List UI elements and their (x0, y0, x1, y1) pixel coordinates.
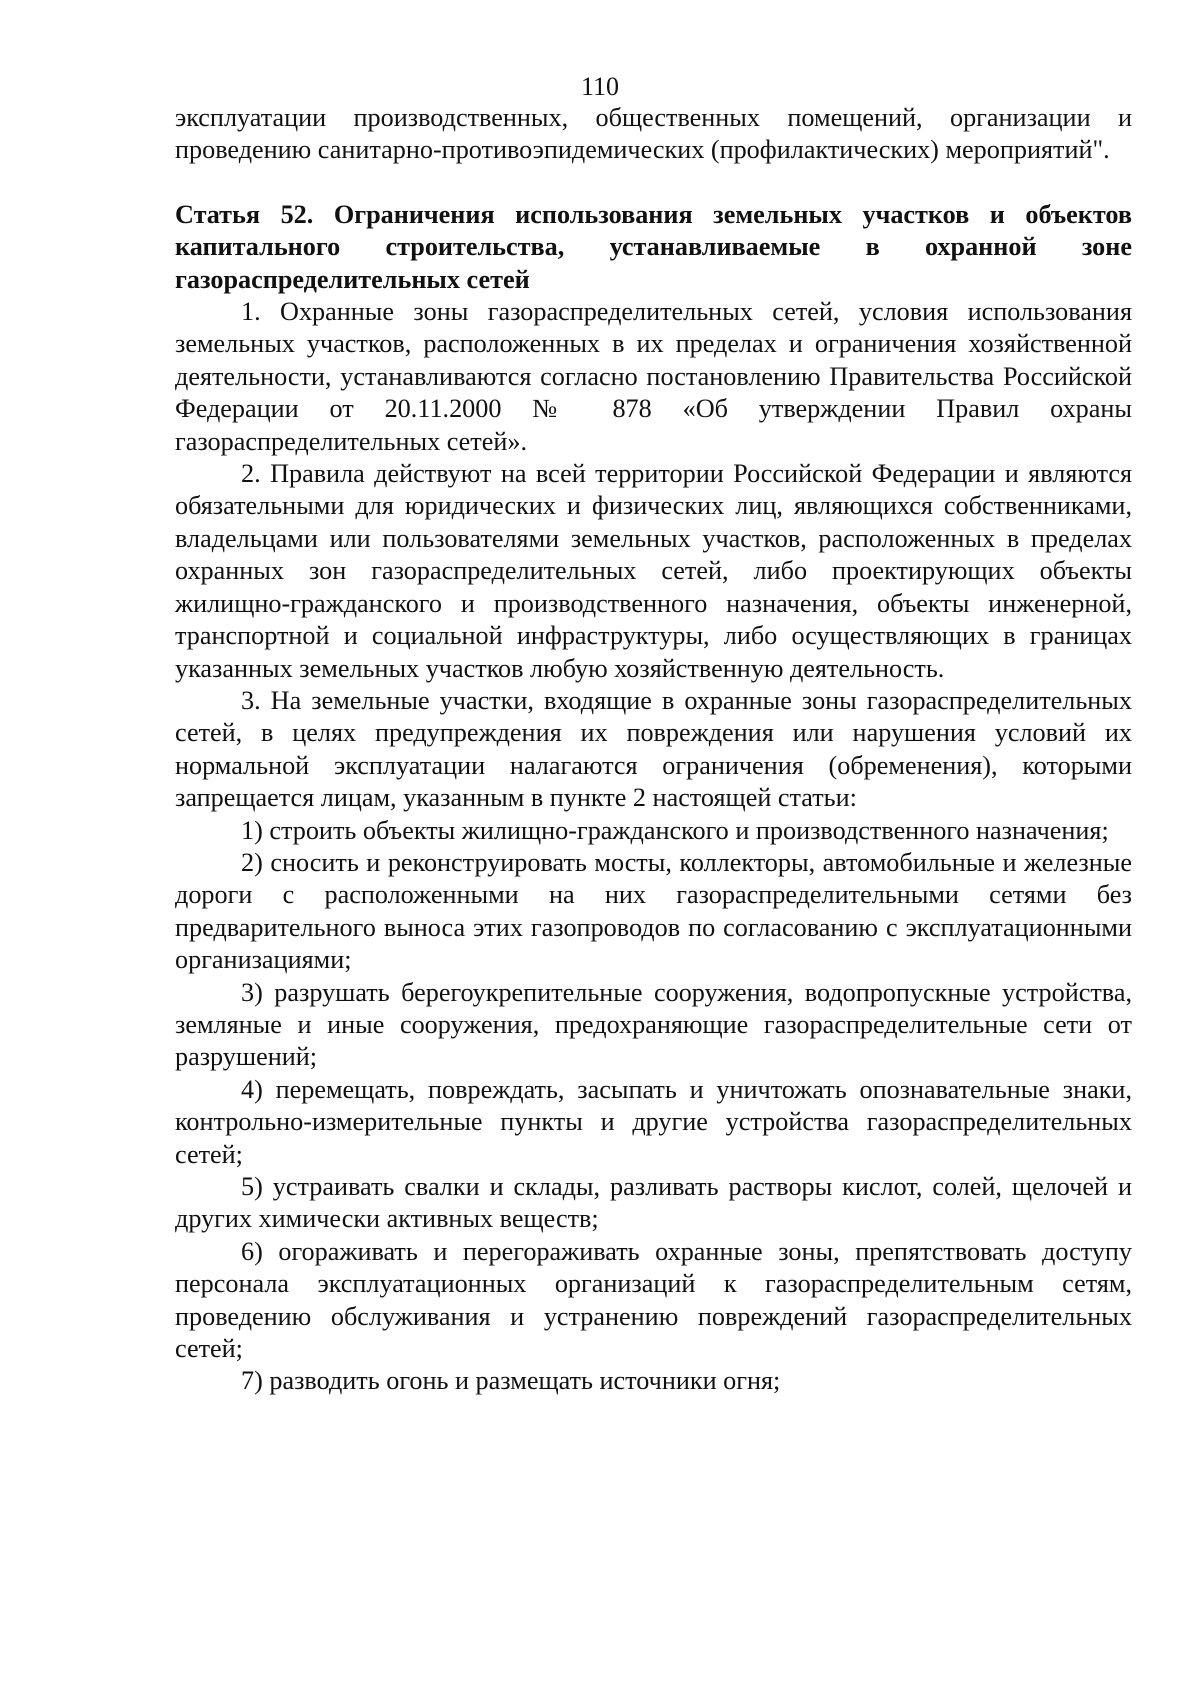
article-paragraph-2: 2. Правила действуют на всей территории Российской Федерации и являются обязательными для юридических и физических лиц, являющихся собственниками, владельцами или пользователями земельных участков, расположенных в пределах охранных зон газораспределительных сетей, либо проектирующих объекты жилищно-гражданского и производственного назначения, объекты инженерной, транспортной и социальной инфраструктуры, либо осуществляющих в границах указанных земельных участков любую хозяйственную деятельность. (175, 459, 1132, 683)
document-body (175, 102, 1132, 1398)
article-paragraph-3: 3. На земельные участки, входящие в охранные зоны газораспределительных сетей, в целях предупреждения их повреждения или нарушения условий их нормальной эксплуатации налагаются ограничения (обременения), которыми запрещается лицам, указанным в пункте 2 настоящей статьи: (175, 685, 1132, 813)
article-paragraph-1: 1. Охранные зоны газораспределительных сетей, условия использования земельных участков, расположенных в их пределах и ограничения хозяйственной деятельности, устанавливаются согласно постановлению Правительства Российской Федерации от 20.11.2000 № 878 «Об утверждении Правил охраны газораспределительных сетей». (175, 297, 1132, 456)
list-item-7: 7) разводить огонь и размещать источники огня; (241, 1366, 781, 1396)
list-item-1: 1) строить объекты жилищно-гражданского и производственного назначения; (241, 815, 1109, 845)
list-item-4: 4) перемещать, повреждать, засыпать и уничтожать опознавательные знаки, контрольно-измерительные пункты и другие устройства газораспределительных сетей; (175, 1074, 1132, 1169)
list-item-5: 5) устраивать свалки и склады, разливать растворы кислот, солей, щелочей и других химически активных веществ; (175, 1172, 1132, 1234)
list-item-2: 2) сносить и реконструировать мосты, коллекторы, автомобильные и железные дороги с расположенными на них газораспределительными сетями без предварительного выноса этих газопроводов по согласованию с эксплуатационными организациями; (175, 847, 1132, 975)
intro-paragraph: эксплуатации производственных, общественных помещений, организации и проведению санитарно-противоэпидемических (профилактических) мероприятий". (175, 103, 1132, 165)
list-item-6: 6) огораживать и перегораживать охранные зоны, препятствовать доступу персонала эксплуатационных организаций к газораспределительным сетям, проведению обслуживания и устранению повреждений газораспределительных сетей; (175, 1236, 1132, 1364)
page-number: 110 (580, 72, 620, 101)
article-heading: Статья 52. Ограничения использования земельных участков и объектов капитального строительства, устанавливаемые в охранной зоне газораспределительных сетей (175, 199, 1132, 294)
list-item-3: 3) разрушать берегоукрепительные сооружения, водопропускные устройства, земляные и иные сооружения, предохраняющие газораспределительные сети от разрушений; (175, 977, 1132, 1072)
